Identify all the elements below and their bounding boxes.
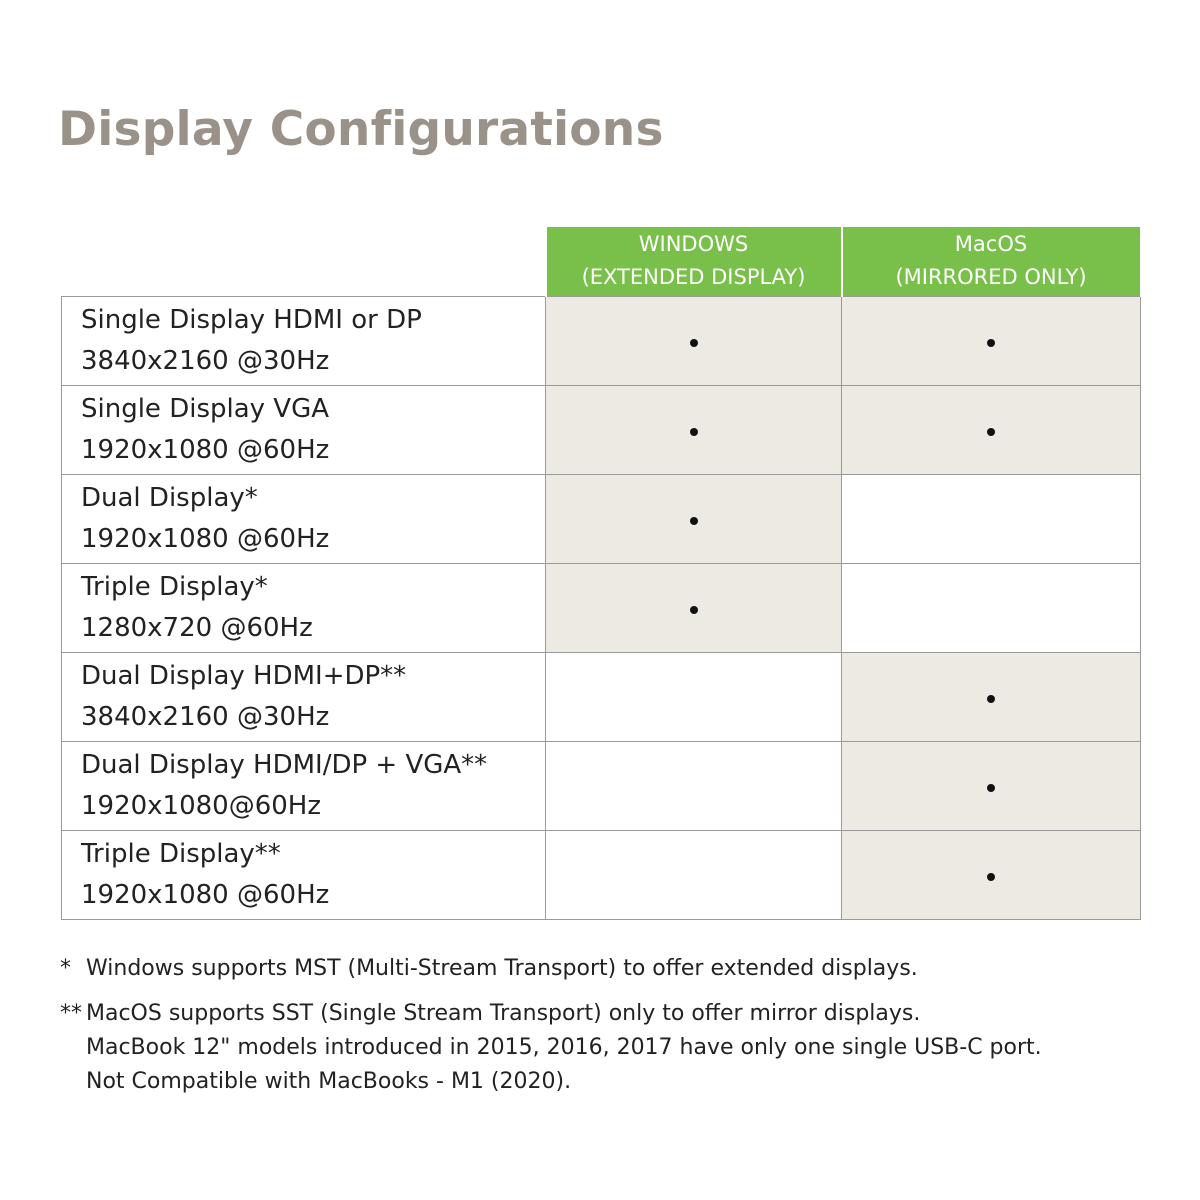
windows-support-cell (546, 830, 842, 919)
configuration-name: Triple Display** (81, 838, 281, 869)
windows-support-cell (546, 563, 842, 652)
configuration-resolution: 1920x1080 @60Hz (81, 434, 330, 465)
macos-support-cell (842, 741, 1141, 830)
supported-dot-icon (987, 873, 995, 881)
windows-support-cell (546, 741, 842, 830)
footnote (60, 997, 1160, 1099)
table-row (62, 741, 1141, 830)
row-label-cell (62, 563, 546, 652)
macos-support-cell (842, 385, 1141, 474)
configuration-resolution: 3840x2160 @30Hz (81, 701, 330, 732)
footnote-text (86, 997, 1042, 1099)
supported-dot-icon (987, 695, 995, 703)
table-row (62, 830, 1141, 919)
macos-header-line-1: MacOS (954, 232, 1028, 257)
row-label-cell (62, 296, 546, 385)
footnotes (60, 952, 1160, 1110)
configuration-resolution: 1920x1080 @60Hz (81, 523, 330, 554)
supported-dot-icon (690, 339, 698, 347)
row-label-cell (62, 741, 546, 830)
table-row (62, 296, 1141, 385)
configuration-name: Single Display HDMI or DP (81, 304, 422, 335)
macos-support-cell (842, 474, 1141, 563)
configuration-name: Dual Display HDMI+DP** (81, 660, 407, 691)
row-label-cell (62, 652, 546, 741)
windows-support-cell (546, 296, 842, 385)
row-label-cell (62, 830, 546, 919)
supported-dot-icon (690, 428, 698, 436)
supported-dot-icon (690, 517, 698, 525)
table-row (62, 474, 1141, 563)
table-row (62, 385, 1141, 474)
supported-dot-icon (987, 428, 995, 436)
table-row (62, 563, 1141, 652)
footnote-line: MacOS supports SST (Single Stream Transport) only to offer mirror displays. (86, 1001, 921, 1026)
footnote-line: MacBook 12" models introduced in 2015, 2016, 2017 have only one single USB-C port. (86, 1035, 1042, 1060)
footnote (60, 952, 1160, 986)
row-label-cell (62, 474, 546, 563)
windows-column-header (546, 227, 842, 296)
configuration-resolution: 1280x720 @60Hz (81, 612, 313, 643)
macos-support-cell (842, 296, 1141, 385)
footnote-line: Windows supports MST (Multi-Stream Transport) to offer extended displays. (86, 956, 918, 981)
windows-support-cell (546, 474, 842, 563)
configuration-resolution: 3840x2160 @30Hz (81, 345, 330, 376)
macos-support-cell (842, 563, 1141, 652)
windows-support-cell (546, 385, 842, 474)
windows-support-cell (546, 652, 842, 741)
footnote-line: Not Compatible with MacBooks - M1 (2020). (86, 1069, 572, 1094)
configuration-resolution: 1920x1080@60Hz (81, 790, 322, 821)
row-label-cell (62, 385, 546, 474)
macos-column-header (842, 227, 1141, 296)
supported-dot-icon (987, 339, 995, 347)
table-header-row (62, 227, 1141, 296)
macos-support-cell (842, 830, 1141, 919)
configuration-name: Triple Display* (81, 571, 268, 602)
display-configurations-table (61, 227, 1142, 920)
supported-dot-icon (690, 606, 698, 614)
footnote-text (86, 952, 918, 986)
configuration-name: Single Display VGA (81, 393, 330, 424)
macos-header-line-2: (MIRRORED ONLY) (895, 265, 1087, 290)
configuration-name: Dual Display HDMI/DP + VGA** (81, 749, 488, 780)
windows-header-line-1: WINDOWS (638, 232, 749, 257)
page-title: Display Configurations (58, 102, 664, 157)
windows-header-line-2: (EXTENDED DISPLAY) (581, 265, 806, 290)
configuration-resolution: 1920x1080 @60Hz (81, 879, 330, 910)
configuration-name: Dual Display* (81, 482, 258, 513)
blank-header-cell (62, 227, 546, 296)
table-row (62, 652, 1141, 741)
supported-dot-icon (987, 784, 995, 792)
footnote-marker: ** (60, 1001, 82, 1026)
footnote-marker: * (60, 956, 71, 981)
macos-support-cell (842, 652, 1141, 741)
table-body (62, 296, 1141, 919)
